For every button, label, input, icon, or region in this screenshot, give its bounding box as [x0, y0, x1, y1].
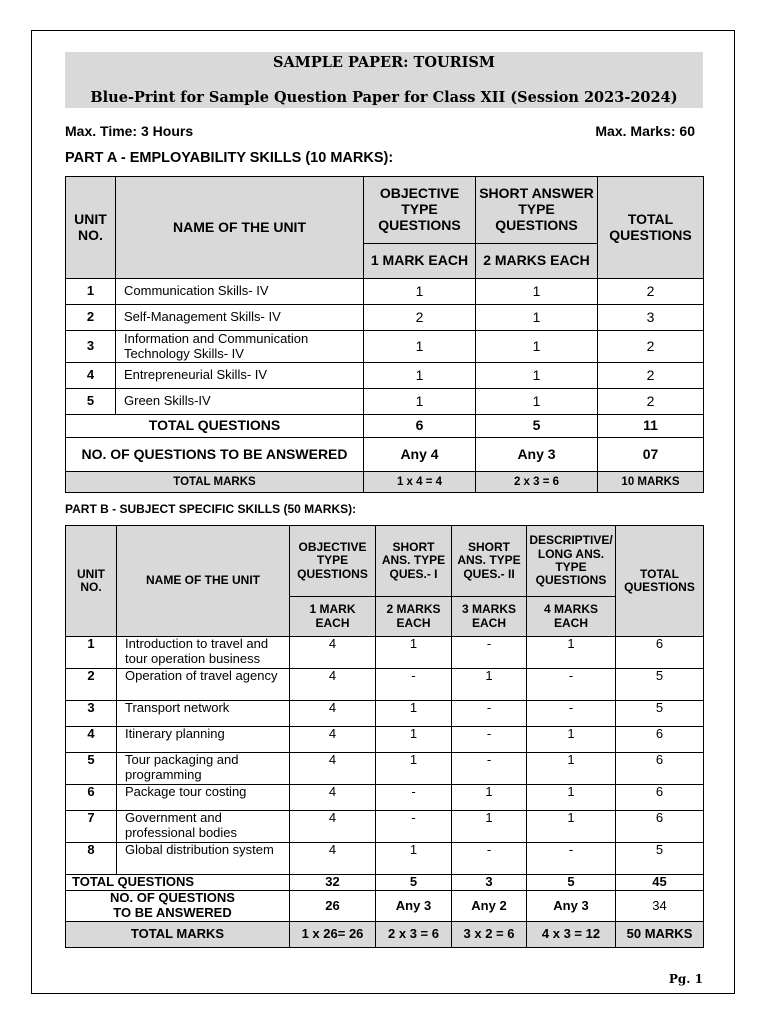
short-1-count: 1 [376, 727, 452, 753]
to-answer-short: Any 3 [476, 438, 598, 472]
descriptive-count: - [527, 843, 616, 875]
page-subtitle: Blue-Print for Sample Question Paper for Class XII (Session 2023-2024) [90, 89, 678, 106]
total-marks-short: 2 x 3 = 6 [476, 472, 598, 493]
total-marks-short-2: 3 x 2 = 6 [452, 922, 527, 948]
short-2-count: - [452, 701, 527, 727]
part-b-title: PART B - SUBJECT SPECIFIC SKILLS (50 MARKS): [65, 502, 357, 516]
unit-no: 3 [66, 331, 116, 363]
descriptive-count: - [527, 701, 616, 727]
total-short-2: 3 [452, 875, 527, 891]
to-answer-label: NO. OF QUESTIONS TO BE ANSWERED [66, 891, 290, 922]
total-marks-total: 10 MARKS [598, 472, 704, 493]
unit-name: Entrepreneurial Skills- IV [116, 363, 364, 389]
total-marks-row [66, 922, 704, 948]
unit-no: 4 [66, 727, 117, 753]
header-short-1: SHORT ANS. TYPE QUES.- I [376, 526, 452, 597]
objective-count: 1 [364, 363, 476, 389]
objective-count: 1 [364, 389, 476, 415]
short-count: 1 [476, 305, 598, 331]
total-marks-row [66, 472, 704, 493]
header-three-marks: 3 MARKS EACH [452, 597, 527, 637]
short-2-count: - [452, 637, 527, 669]
total-short-1: 5 [376, 875, 452, 891]
objective-count: 4 [290, 843, 376, 875]
total-count: 6 [616, 753, 704, 785]
table-row [66, 305, 704, 331]
unit-no: 6 [66, 785, 117, 811]
short-2-count: - [452, 843, 527, 875]
unit-no: 1 [66, 637, 117, 669]
total-count: 6 [616, 785, 704, 811]
unit-name: Government and professional bodies [117, 811, 290, 843]
unit-no: 5 [66, 753, 117, 785]
total-count: 2 [598, 279, 704, 305]
to-answer-total: 34 [616, 891, 704, 922]
header-short-2: SHORT ANS. TYPE QUES.- II [452, 526, 527, 597]
unit-name: Information and Communication Technology Skills- IV [116, 331, 364, 363]
unit-name: Self-Management Skills- IV [116, 305, 364, 331]
short-1-count: 1 [376, 637, 452, 669]
unit-no: 1 [66, 279, 116, 305]
to-answer-short-1: Any 3 [376, 891, 452, 922]
unit-no: 2 [66, 669, 117, 701]
objective-count: 1 [364, 331, 476, 363]
short-1-count: - [376, 811, 452, 843]
total-objective: 32 [290, 875, 376, 891]
short-2-count: - [452, 753, 527, 785]
header-unit-name: NAME OF THE UNIT [116, 177, 364, 279]
table-row [66, 669, 704, 701]
total-count: 2 [598, 389, 704, 415]
unit-no: 4 [66, 363, 116, 389]
table-row [66, 785, 704, 811]
total-marks-label: TOTAL MARKS [66, 472, 364, 493]
objective-count: 4 [290, 753, 376, 785]
objective-count: 4 [290, 811, 376, 843]
table-row [66, 279, 704, 305]
unit-name: Tour packaging and programming [117, 753, 290, 785]
to-answer-label: NO. OF QUESTIONS TO BE ANSWERED [66, 438, 364, 472]
unit-name: Introduction to travel and tour operation business [117, 637, 290, 669]
objective-count: 1 [364, 279, 476, 305]
total-questions-label: TOTAL QUESTIONS [66, 415, 364, 438]
total-questions-label: TOTAL QUESTIONS [66, 875, 290, 891]
unit-no: 2 [66, 305, 116, 331]
header-two-marks: 2 MARKS EACH [476, 244, 598, 279]
short-count: 1 [476, 331, 598, 363]
total-count: 3 [598, 305, 704, 331]
short-2-count: - [452, 727, 527, 753]
short-2-count: 1 [452, 669, 527, 701]
total-count: 5 [616, 701, 704, 727]
total-marks-objective: 1 x 26= 26 [290, 922, 376, 948]
unit-name: Package tour costing [117, 785, 290, 811]
page-number: Pg. 1 [668, 972, 703, 986]
header-total-questions: TOTAL QUESTIONS [616, 526, 704, 637]
total-marks-label: TOTAL MARKS [66, 922, 290, 948]
max-marks: Max. Marks: 60 [595, 123, 695, 139]
total-marks-descriptive: 4 x 3 = 12 [527, 922, 616, 948]
total-objective: 6 [364, 415, 476, 438]
header-one-mark: 1 MARK EACH [364, 244, 476, 279]
total-all: 11 [598, 415, 704, 438]
total-marks-short-1: 2 x 3 = 6 [376, 922, 452, 948]
table-row [66, 363, 704, 389]
objective-count: 2 [364, 305, 476, 331]
descriptive-count: 1 [527, 785, 616, 811]
to-answer-objective: Any 4 [364, 438, 476, 472]
short-1-count: - [376, 669, 452, 701]
header-objective: OBJECTIVE TYPE QUESTIONS [364, 177, 476, 244]
unit-name: Global distribution system [117, 843, 290, 875]
table-row [66, 753, 704, 785]
objective-count: 4 [290, 669, 376, 701]
short-2-count: 1 [452, 811, 527, 843]
table-row [66, 637, 704, 669]
unit-name: Transport network [117, 701, 290, 727]
part-a-table [65, 176, 704, 493]
header-short-answer: SHORT ANSWER TYPE QUESTIONS [476, 177, 598, 244]
total-count: 5 [616, 669, 704, 701]
unit-no: 7 [66, 811, 117, 843]
to-answer-descriptive: Any 3 [527, 891, 616, 922]
short-count: 1 [476, 363, 598, 389]
total-count: 2 [598, 331, 704, 363]
short-2-count: 1 [452, 785, 527, 811]
table-row [66, 389, 704, 415]
total-count: 6 [616, 727, 704, 753]
to-answer-row [66, 438, 704, 472]
table-row [66, 727, 704, 753]
short-1-count: 1 [376, 843, 452, 875]
total-marks-objective: 1 x 4 = 4 [364, 472, 476, 493]
unit-name: Green Skills-IV [116, 389, 364, 415]
short-count: 1 [476, 279, 598, 305]
objective-count: 4 [290, 701, 376, 727]
unit-no: 8 [66, 843, 117, 875]
table-row [66, 331, 704, 363]
total-questions-row [66, 415, 704, 438]
unit-name: Operation of travel agency [117, 669, 290, 701]
max-time: Max. Time: 3 Hours [65, 123, 194, 139]
objective-count: 4 [290, 637, 376, 669]
total-count: 5 [616, 843, 704, 875]
header-unit-name: NAME OF THE UNIT [117, 526, 290, 637]
descriptive-count: 1 [527, 753, 616, 785]
table-row [66, 843, 704, 875]
header-one-mark: 1 MARK EACH [290, 597, 376, 637]
total-count: 2 [598, 363, 704, 389]
to-answer-total: 07 [598, 438, 704, 472]
total-descriptive: 5 [527, 875, 616, 891]
header-unit-no: UNIT NO. [66, 177, 116, 279]
unit-no: 5 [66, 389, 116, 415]
descriptive-count: 1 [527, 811, 616, 843]
descriptive-count: 1 [527, 727, 616, 753]
unit-no: 3 [66, 701, 117, 727]
header-objective: OBJECTIVE TYPE QUESTIONS [290, 526, 376, 597]
header-four-marks: 4 MARKS EACH [527, 597, 616, 637]
header-unit-no: UNIT NO. [66, 526, 117, 637]
unit-name: Itinerary planning [117, 727, 290, 753]
header-two-marks: 2 MARKS EACH [376, 597, 452, 637]
total-marks-total: 50 MARKS [616, 922, 704, 948]
short-count: 1 [476, 389, 598, 415]
unit-name: Communication Skills- IV [116, 279, 364, 305]
page-title: SAMPLE PAPER: TOURISM [273, 54, 495, 71]
to-answer-short-2: Any 2 [452, 891, 527, 922]
header-total-questions: TOTAL QUESTIONS [598, 177, 704, 279]
part-b-table [65, 525, 704, 948]
header-descriptive: DESCRIPTIVE/ LONG ANS. TYPE QUESTIONS [527, 526, 616, 597]
table-row [66, 701, 704, 727]
part-a-title: PART A - EMPLOYABILITY SKILLS (10 MARKS): [65, 150, 394, 166]
descriptive-count: 1 [527, 637, 616, 669]
total-count: 6 [616, 637, 704, 669]
to-answer-row [66, 891, 704, 922]
total-questions-row [66, 875, 704, 891]
table-row [66, 811, 704, 843]
total-count: 6 [616, 811, 704, 843]
total-all: 45 [616, 875, 704, 891]
descriptive-count: - [527, 669, 616, 701]
objective-count: 4 [290, 727, 376, 753]
short-1-count: 1 [376, 753, 452, 785]
short-1-count: 1 [376, 701, 452, 727]
objective-count: 4 [290, 785, 376, 811]
to-answer-objective: 26 [290, 891, 376, 922]
short-1-count: - [376, 785, 452, 811]
total-short: 5 [476, 415, 598, 438]
